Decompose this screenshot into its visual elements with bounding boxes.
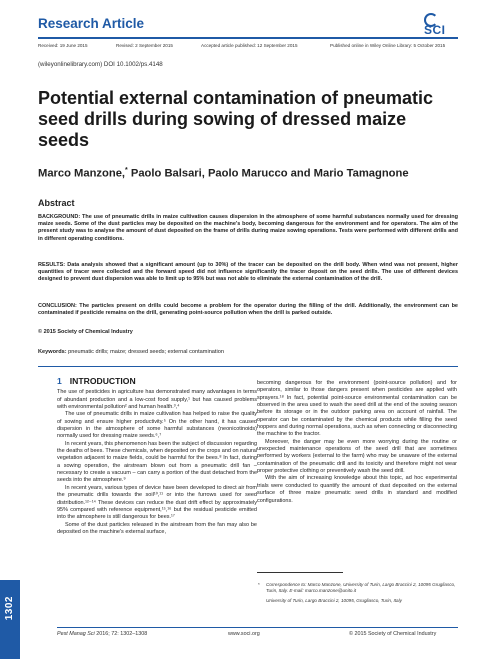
footnote-text: Correspondence to: Marco Manzone, University of Turin, Largo Braccini 2, 10095 Grugliasco, Turin, Italy. E-mail: marco.manzone@unito.it [266,582,456,593]
background-label: BACKGROUND: [38,214,81,220]
section-number: 1 [57,376,62,386]
keywords [38,349,458,355]
results-text: Data analysis showed that a significant amount (up to 30%) of the tracer can be deposited on the drill body. When wind was not present, higher quantities of tracer were collected and the forward speed did not influence significantly the tracer deposit on the seed drills. The use of different devices designed to prevent dust dispersion was able to limit up to 95% but was not able to eliminate the external contamination of the drill. [38,262,458,283]
footer-rule [57,627,458,628]
header-rule [38,37,458,39]
conclusion-text: The particles present on drills could become a problem for the operator during the filling of the drill. Additionally, the environment can be contaminated if pesticide remains on the drill, generating point-source pollution when the drill is parked outside. [38,303,458,317]
journal-name: Pest Manag Sci [57,631,95,637]
doi-line: (wileyonlinelibrary.com) DOI 10.1002/ps.4148 [38,61,163,68]
author-list [38,167,458,180]
page-number: 1302 [4,596,15,621]
footnotes [258,582,458,608]
background-text: The use of pneumatic drills in maize cultivation causes dispersion in the atmosphere of some harmful substances normally used for dressing maize seeds. Some of the dust particles may be deposited on the machine's body, becoming dangerous for the environment and for operators. The aim of the present study was to analyse the amount of dust deposited on the frame of drills during maize sowing operations. Tests were performed with different drills and in different operating conditions. [38,214,458,242]
body-column-right [257,380,457,505]
citation: 2016; 72: 1302–1308 [94,631,148,637]
keywords-label: Keywords: [38,349,67,355]
correspondence-mark: * [125,167,128,174]
footer-citation [57,631,147,637]
abstract-conclusion [38,303,458,317]
abstract-copyright: © 2015 Society of Chemical Industry [38,329,133,335]
intro-paragraph: With the aim of increasing knowledge about this topic, ad hoc experimental trials were conducted to quantify the amount of dust deposited on the external surface of three maize pneumatic seed drills in standard and modified configurations. [257,475,457,504]
abstract-background [38,214,458,243]
footnote-mark: * [258,582,260,587]
footer-copyright: © 2015 Society of Chemical Industry [349,631,437,637]
footnote-rule [257,572,343,573]
sci-logo-text: SCI [424,23,446,37]
keywords-rule [38,366,458,367]
intro-paragraph: becoming dangerous for the environment (point-source pollution) and for operators, similar to those dangers present when pesticides are applied with sprayers.¹⁸ In fact, potential point-source environmental contamination can be observed in the area used to wash the seed drill at the end of the sowing season before its storage or in the outdoor parking area on account of rainfall. The operator can be contaminated by the chemical products while filling the seed hoppers and during normal operations, such as when connecting or disconnecting the machine to the tractor. [257,380,457,438]
article-type: Research Article [38,16,145,31]
footnote-text: University of Turin, Largo Braccini 2, 10095, Grugliasco, Turin, Italy [266,598,402,603]
other-authors: Paolo Balsari, Paolo Marucco and Mario Tamagnone [127,167,409,180]
received-date: Received: 19 June 2015 [38,43,88,48]
journal-header [38,14,458,36]
abstract-heading: Abstract [38,198,75,208]
keywords-text: pneumatic drills; maize; dressed seeds; external contamination [66,349,224,355]
section-title: INTRODUCTION [69,376,136,386]
footnote-correspondence [258,582,458,594]
body-column-left [57,378,257,536]
sci-logo [418,14,458,38]
results-label: RESULTS: [38,262,66,268]
article-title: Potential external contamination of pneumatic seed drills during sowing of dressed maize seeds [38,88,434,150]
first-author: Marco Manzone, [38,167,126,180]
footer-url[interactable]: www.soci.org [228,631,260,637]
revised-date: Revised: 2 September 2015 [116,43,173,48]
intro-paragraph: Moreover, the danger may be even more worrying during the routine or unexpected maintenance operations of the seed drill that are sometimes performed by workers (external to the farm) who may be unaware of the external contamination of the pneumatic drill and its toxicity and therefore might not wear proper protective clothing or preventively wash the seed drill. [257,438,457,475]
intro-paragraph: In recent years, various types of device have been developed to direct air from the pneumatic drills towards the soil¹⁰,¹¹ or into the furrows used for seed distribution.¹²⁻¹⁴ These devices can reduce the dust drift effect by approximately 95% compared with reference equipment,¹⁵,¹⁶ but the residual pesticide emitted into the atmosphere is still dangerous for bees.¹⁷ [57,484,257,521]
published-date: Published online in Wiley Online Library: 5 October 2015 [330,43,446,48]
page-number-tab [0,580,20,659]
abstract-results [38,262,458,284]
intro-paragraph: The use of pesticides in agriculture has demonstrated many advantages in terms of abundant production and a low-cost food supply,¹ but has caused problems with environmental pollution² and human health.³,⁴ [57,389,257,411]
intro-paragraph: In recent years, this phenomenon has been the subject of discussion regarding the deaths of bees. These chemicals, when deposited on the crops and on natural vegetation adjacent to maize fields, could be harmful for the bees.⁸ In fact, during a sowing operation, the airstream blown out from a pneumatic drill fan – necessary to create a vacuum – can carry a portion of the dust detached from the seeds into the atmosphere.⁹ [57,440,258,484]
accepted-date: Accepted article published: 12 September 2015 [201,43,298,48]
conclusion-label: CONCLUSION: [38,303,77,309]
intro-paragraph: Some of the dust particles released in the airstream from the fan may also be deposited on the machine's external surface, [57,521,257,535]
footnote-affiliation [258,598,458,604]
section-heading-introduction [57,378,257,385]
intro-paragraph: The use of pneumatic drills in maize cultivation has helped to raise the quality of sowing and ensure higher productivity.⁵ On the other hand, it has caused dispersion in the atmosphere of some harmful substances (neonicotinoids) normally used for dressing maize seeds.⁶,⁷ [57,411,257,440]
